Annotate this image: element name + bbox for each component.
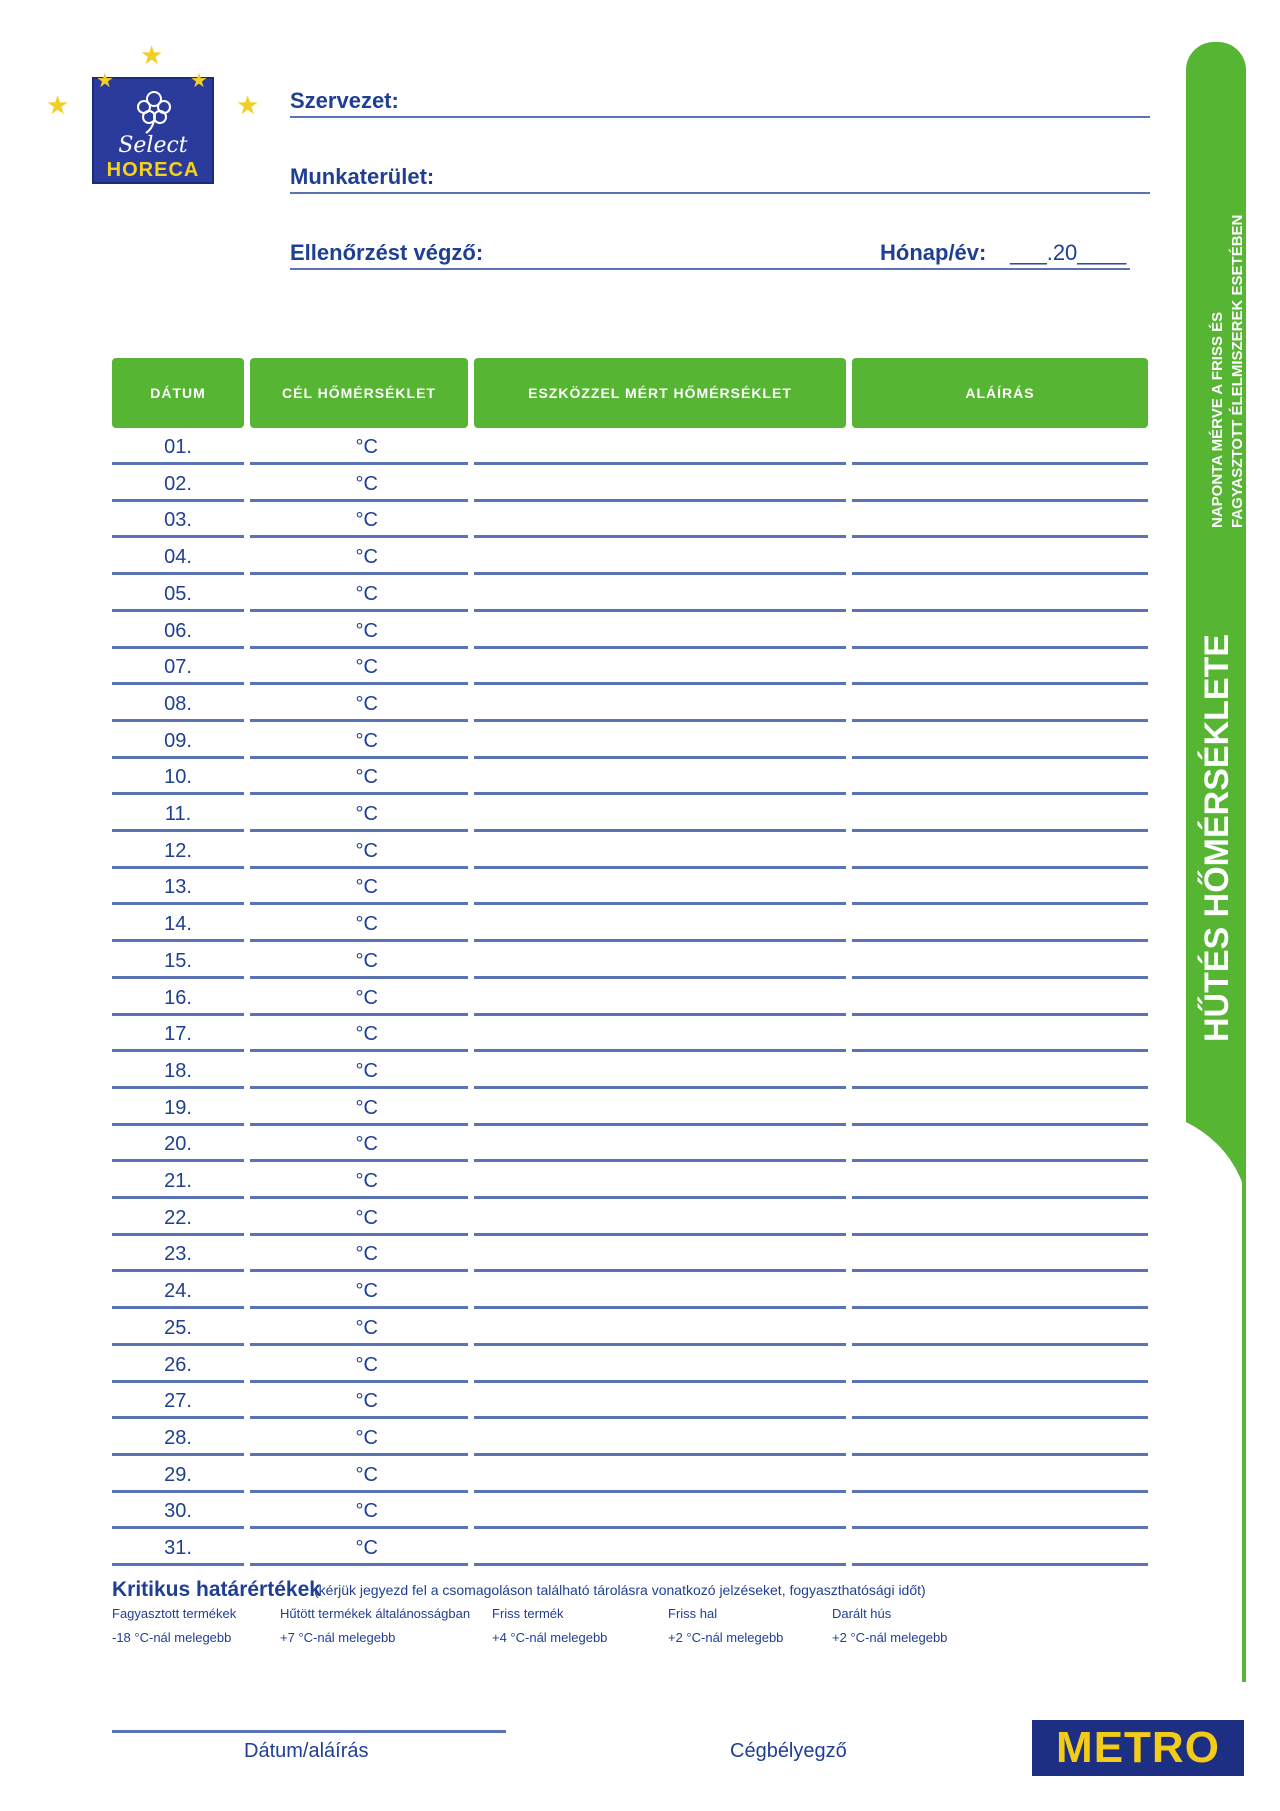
row-date: 23. <box>164 1243 192 1266</box>
critical-item-value: +2 °C-nál melegebb <box>668 1630 784 1645</box>
date-cell-line <box>112 1563 244 1566</box>
row-date: 14. <box>164 913 192 936</box>
row-date: 21. <box>164 1170 192 1192</box>
row-date: 16. <box>164 986 192 1009</box>
table-row <box>112 685 1148 722</box>
table-row <box>112 428 1148 465</box>
row-date: 20. <box>164 1133 192 1156</box>
table-row <box>112 1162 1148 1199</box>
row-date: 09. <box>164 729 192 752</box>
critical-values-note: (kérjük jegyezd fel a csomagoláson található tárolásra vonatkozó jelzéseket, fogyaszthatósági időt) <box>314 1582 926 1598</box>
side-banner-text <box>1162 40 1270 1060</box>
table-row <box>112 942 1148 979</box>
critical-item-value: +4 °C-nál melegebb <box>492 1630 608 1645</box>
row-unit: °C <box>355 1243 378 1266</box>
row-unit: °C <box>355 876 378 899</box>
row-unit: °C <box>355 1537 378 1559</box>
row-unit: °C <box>355 582 378 605</box>
table-row <box>112 501 1148 538</box>
row-date: 05. <box>164 582 192 605</box>
table-row <box>112 868 1148 905</box>
company-stamp-label: Cégbélyegző <box>730 1740 847 1762</box>
column-header-signature: ALÁÍRÁS <box>852 358 1148 428</box>
row-date: 25. <box>164 1316 192 1339</box>
table-row <box>112 979 1148 1016</box>
row-date: 31. <box>164 1537 192 1559</box>
row-unit: °C <box>355 1133 378 1156</box>
row-date: 08. <box>164 692 192 715</box>
row-unit: °C <box>355 1170 378 1192</box>
measured-temp-cell[interactable] <box>474 1563 846 1566</box>
row-date: 17. <box>164 1023 192 1046</box>
table-row <box>112 758 1148 795</box>
row-unit: °C <box>355 472 378 495</box>
row-unit: °C <box>355 509 378 532</box>
row-date: 06. <box>164 619 192 642</box>
flower-logo-icon <box>122 87 186 135</box>
row-unit: °C <box>355 1096 378 1119</box>
side-banner-subtitle-line1: NAPONTA MÉRVE A FRISS ÉS <box>1209 311 1226 528</box>
critical-item-value: -18 °C-nál melegebb <box>112 1630 232 1645</box>
side-banner-tail <box>1186 1122 1246 1682</box>
table-row <box>112 1382 1148 1419</box>
row-unit: °C <box>355 729 378 752</box>
work-area-label: Munkaterület: <box>290 164 435 189</box>
table-row <box>112 648 1148 685</box>
table-row <box>112 1456 1148 1493</box>
table-row <box>112 1052 1148 1089</box>
row-unit: °C <box>355 546 378 569</box>
critical-item-value: +2 °C-nál melegebb <box>832 1630 948 1645</box>
row-unit: °C <box>355 766 378 789</box>
table-row <box>112 612 1148 649</box>
row-date: 15. <box>164 949 192 972</box>
row-date: 29. <box>164 1463 192 1486</box>
row-date: 26. <box>164 1353 192 1376</box>
metro-logo: METRO <box>1032 1720 1244 1776</box>
table-row <box>112 1419 1148 1456</box>
table-row <box>112 1199 1148 1236</box>
star-icon: ★ <box>140 40 164 70</box>
table-row <box>112 1089 1148 1126</box>
signature-cell[interactable] <box>852 1563 1148 1566</box>
row-date: 10. <box>164 766 192 789</box>
row-unit: °C <box>355 692 378 715</box>
critical-item-label: Hűtött termékek általánosságban <box>280 1606 471 1621</box>
row-unit: °C <box>355 619 378 642</box>
organization-label: Szervezet: <box>290 88 399 113</box>
row-unit: °C <box>355 656 378 679</box>
row-date: 11. <box>164 803 192 825</box>
critical-item-label: Fagyasztott termékek <box>112 1606 237 1621</box>
row-date: 19. <box>164 1096 192 1119</box>
row-date: 01. <box>164 436 192 458</box>
row-date: 24. <box>164 1280 192 1303</box>
row-date: 02. <box>164 472 192 495</box>
row-date: 27. <box>164 1390 192 1413</box>
row-unit: °C <box>355 1500 378 1523</box>
table-row <box>112 1272 1148 1309</box>
month-year-label: Hónap/év: <box>880 240 987 265</box>
row-date: 04. <box>164 546 192 569</box>
row-unit: °C <box>355 803 378 825</box>
logo-brand-line1: Select <box>118 133 188 158</box>
row-date: 13. <box>164 876 192 899</box>
column-header-date: DÁTUM <box>112 358 244 428</box>
row-unit: °C <box>355 1280 378 1303</box>
table-row <box>112 1309 1148 1346</box>
table-row <box>112 1529 1148 1566</box>
column-header-measured-temp: ESZKÖZZEL MÉRT HŐMÉRSÉKLET <box>474 358 846 428</box>
inspector-label: Ellenőrzést végző: <box>290 240 484 265</box>
row-unit: °C <box>355 1426 378 1449</box>
row-unit: °C <box>355 1059 378 1082</box>
row-date: 03. <box>164 509 192 532</box>
star-icon: ★ <box>96 70 114 92</box>
work-area-field[interactable] <box>290 192 1150 194</box>
table-row <box>112 1492 1148 1529</box>
row-unit: °C <box>355 949 378 972</box>
date-signature-label: Dátum/aláírás <box>244 1740 369 1762</box>
row-date: 30. <box>164 1500 192 1523</box>
row-unit: °C <box>355 1463 378 1486</box>
table-row <box>112 465 1148 502</box>
row-date: 07. <box>164 656 192 679</box>
target-temp-cell-line[interactable] <box>250 1563 468 1566</box>
critical-item-label: Friss termék <box>492 1606 564 1621</box>
table-row <box>112 832 1148 869</box>
row-date: 18. <box>164 1059 192 1082</box>
critical-item-value: +7 °C-nál melegebb <box>280 1630 396 1645</box>
row-unit: °C <box>355 913 378 936</box>
table-row <box>112 1125 1148 1162</box>
critical-item-label: Friss hal <box>668 1606 718 1621</box>
row-unit: °C <box>355 1316 378 1339</box>
row-unit: °C <box>355 986 378 1009</box>
table-row <box>112 538 1148 575</box>
row-unit: °C <box>355 1206 378 1229</box>
table-row <box>112 1235 1148 1272</box>
row-date: 22. <box>164 1206 192 1229</box>
inspector-field[interactable] <box>290 268 1130 270</box>
row-unit: °C <box>355 839 378 862</box>
table-row <box>112 1346 1148 1383</box>
star-icon: ★ <box>46 90 70 120</box>
table-row <box>112 575 1148 612</box>
side-banner-subtitle-line2: FAGYASZTOTT ÉLELMISZEREK ESETÉBEN <box>1229 214 1246 528</box>
row-date: 28. <box>164 1426 192 1449</box>
critical-item-label: Darált hús <box>832 1606 892 1621</box>
month-year-value[interactable]: ___.20____ <box>1010 240 1127 265</box>
date-signature-field[interactable] <box>112 1730 506 1733</box>
star-icon: ★ <box>236 90 260 120</box>
table-row <box>112 905 1148 942</box>
row-unit: °C <box>355 1353 378 1376</box>
table-row <box>112 722 1148 759</box>
organization-field[interactable] <box>290 116 1150 118</box>
critical-values-title: Kritikus határértékek <box>112 1578 321 1601</box>
row-date: 12. <box>164 839 192 862</box>
column-header-target-temp: CÉL HŐMÉRSÉKLET <box>250 358 468 428</box>
table-row <box>112 1015 1148 1052</box>
row-unit: °C <box>355 436 378 458</box>
row-unit: °C <box>355 1390 378 1413</box>
star-icon: ★ <box>190 70 208 92</box>
table-row <box>112 795 1148 832</box>
logo-brand-line2: HORECA <box>106 159 200 181</box>
side-banner-title: HŰTÉS HŐMÉRSÉKLETE <box>1198 633 1236 1042</box>
row-unit: °C <box>355 1023 378 1046</box>
